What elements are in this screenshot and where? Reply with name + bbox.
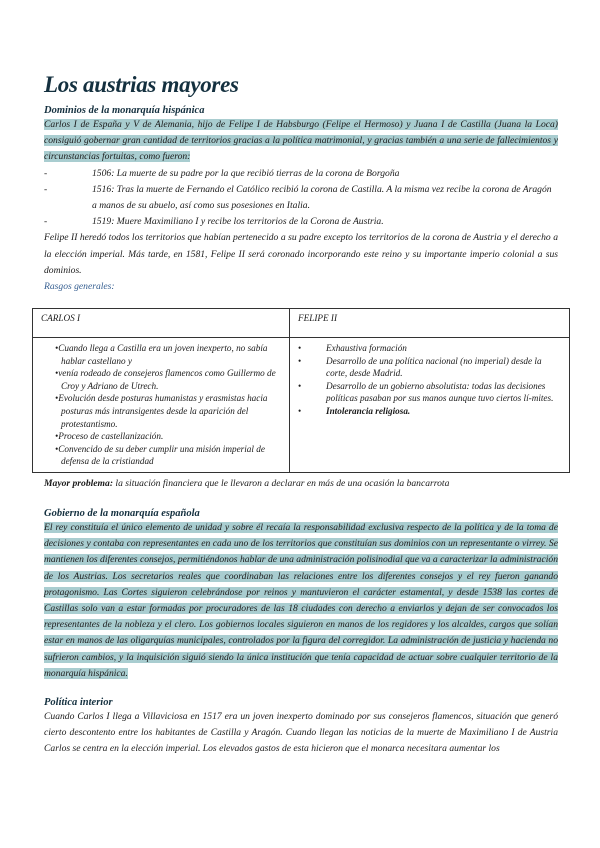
bullet-text: 1506: La muerte de su padre por la que recibió tierras de la corona de Borgoña [92,167,400,179]
table-header-carlos: CARLOS I [33,309,290,338]
paragraph-gobierno: El rey constituía el único elemento de unidad y sobre él recaía la responsabilidad exclusiva respecto de la política y de la toma de decisiones y contaba con representantes en cada uno de los territorios que constituían sus dominios con un representante o virrey. Se mantienen los diferentes consejos, permitiéndonos hablar de una administración polisinodial que va a caracterizar la administración de los Austrias. Los secretarios reales que coordinaban las relaciones entre los diferentes consejos y el rey fueron ganando protagonismo. Las Cortes siguieron celebrándose por reinos y mantuvieron el carácter estamental, y desde 1538 las cortes de Castillas solo van a estar formadas por procuradores de las 18 ciudades con derecho a enviarlos y dejan de ser convocados los representantes de la nobleza y el clero. Los gobiernos locales siguieron en manos de los regidores y los alcaldes, cargos que solían estar en manos de las oligarquías municipales, controlados por la figura del corregidor. La administración de justicia y hacienda no sufrieron cambios, y la inquisición siguió siendo la única institución que tenía capacidad de actuar sobre cualquier territorio de la monarquía hispánica. [44,521,558,679]
mayor-problema-label: Mayor problema: [44,477,114,489]
paragraph-politica: Cuando Carlos I llega a Villaviciosa en 1517 era un joven inexperto dominado por sus consejeros flamencos, situación que generó cierto descontento entre los habitantes de Castilla y Aragón. Cuando llegan las noticias de la muerte de Maximiliano I de Austria Carlos se centra en la elección imperial. Los elevados gastos de esta hicieron que el monarca necesitara aumentar los [44,711,558,755]
list-item: • Exhaustiva formación [298,343,407,354]
list-item: • Desarrollo de una política nacional (no imperial) desde la corte, desde Madrid. [298,355,542,379]
paragraph-felipe [44,230,558,279]
table-header-felipe: FELIPE II [290,309,570,338]
list-item: •Evolución desde posturas humanistas y erasmistas hacia posturas más intransigentes desde la aparición del protestantismo. [55,393,268,429]
list-item: •Proceso de castellanización. [55,431,164,442]
section-politica-interior [44,696,558,758]
list-item: - 1506: La muerte de su padre por la que recibió tierras de la corona de Borgoña [44,166,558,182]
section-heading-dominios: Dominios de la monarquía hispánica [44,105,205,116]
list-item: • Desarrollo de un gobierno absolutista: todas las decisiones políticas pasaban por sus manos aunque tuvo ciertos lí-mites. [298,380,554,404]
document-page [41,72,558,758]
bullet-text: 1516: Tras la muerte de Fernando el Católico recibió la corona de Castilla. A la misma vez recibe la corona de Aragón a manos de su abuelo, así como sus posesiones en Italia. [92,183,552,212]
section-gobierno [44,507,558,682]
list-item: - 1519: Muere Maximiliano I y recibe los territorios de la Corona de Austria. [44,214,558,230]
rasgos-table [32,308,570,473]
felipe-text: Felipe II heredó todos los territorios que habían pertenecido a su padre excepto los territorios de la corona de Austria y el derecho a la elección imperial. Más tarde, en 1581, Felipe II será coronado incorporando este reino y su importante imperio colonial a sus dominios. [44,232,558,276]
list-item: •venía rodeado de consejeros flamencos como Guillermo de Croy y Adriano de Utrech. [55,368,276,391]
table-cell-felipe [290,338,570,473]
list-item: •Cuando llega a Castilla era un joven inexperto, no sabía hablar castellano y [55,343,268,366]
mayor-problema-text: la situación financiera que le llevaron a declarar en más de una ocasión la bancarrota [113,477,450,489]
intro-text: Carlos I de España y V de Alemania, hijo de Felipe I de Habsburgo (Felipe el Hermoso) y Juana I de Castilla (Juana la Loca) consiguió gobernar gran cantidad de territorios gracias a la política matrimonial, y gracias también a una serie de fallecimientos y circunstancias fortuitas, como fueron: [44,119,558,163]
section-heading-politica: Política interior [44,697,113,708]
mayor-problema [44,477,558,491]
paragraph-intro [44,117,558,166]
section-dominios [44,104,558,294]
table-cell-carlos [33,338,290,473]
section-heading-gobierno: Gobierno de la monarquía española [44,507,200,519]
bullet-text: 1519: Muere Maximiliano I y recibe los territorios de la Corona de Austria. [92,216,384,228]
document-title: Los austrias mayores [44,72,239,97]
list-item: •Convencido de su deber cumplir una misión imperial de defensa de la cristiandad [55,443,265,467]
list-item: • Intolerancia religiosa. [298,406,411,416]
list-item: - 1516: Tras la muerte de Fernando el Católico recibió la corona de Castilla. A la misma vez recibe la corona de Aragón a manos de su abuelo, así como sus posesiones en Italia. [44,182,558,214]
rasgos-heading: Rasgos generales: [44,281,115,293]
